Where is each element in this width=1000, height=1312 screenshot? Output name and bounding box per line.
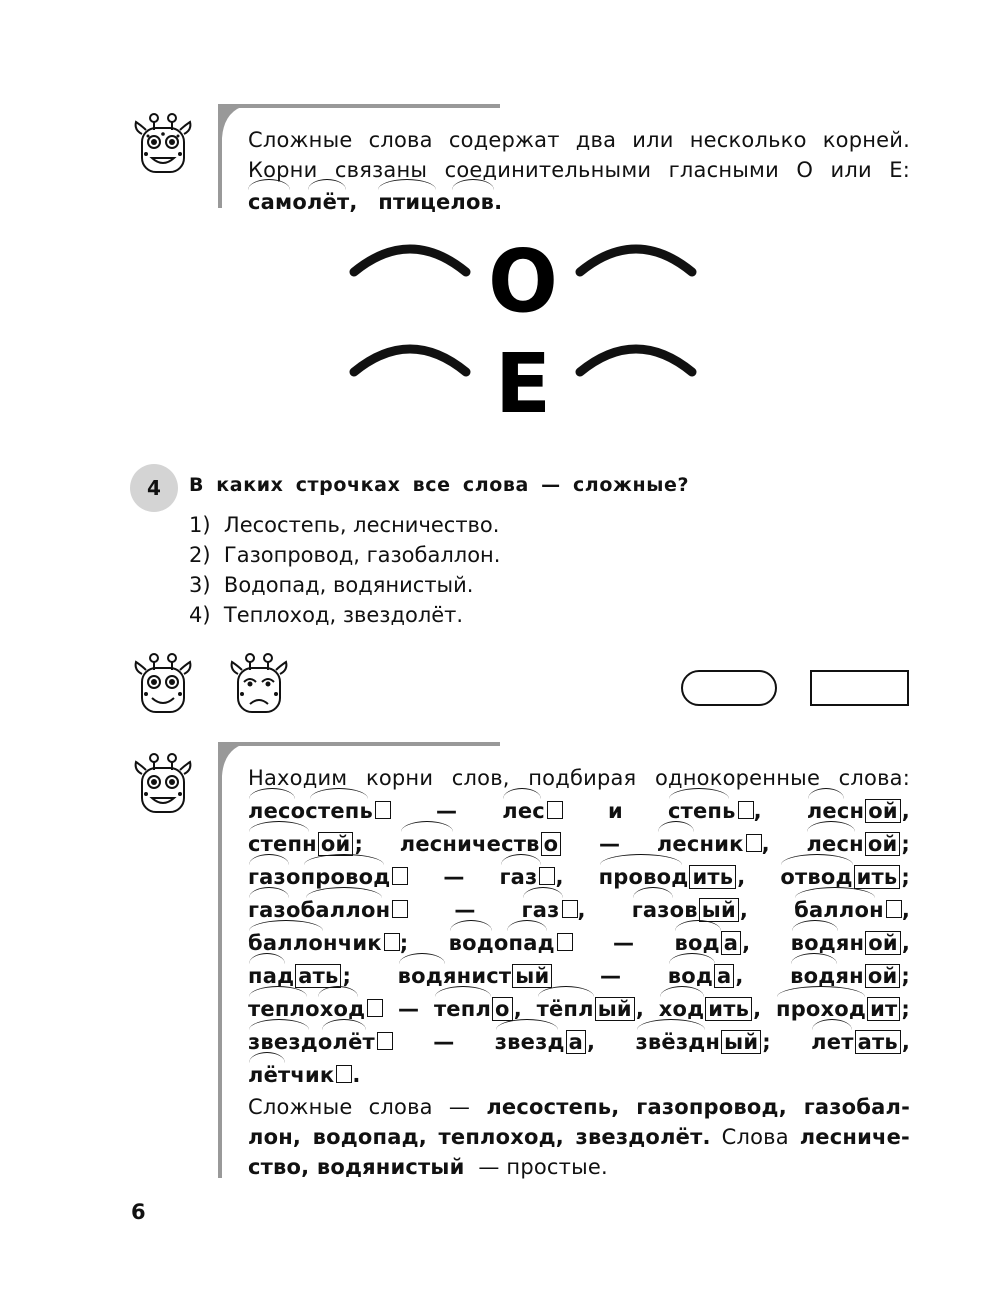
giraffe-happy-icon — [130, 752, 196, 816]
answer-option-1[interactable]: 1) Лесостепь, лесничество. — [189, 513, 500, 537]
example-ptitselov: птицелов. — [378, 187, 502, 217]
task-question: В каких строчках все слова — сложные? — [189, 474, 690, 496]
conclusion-line-1: Сложные слова — лесостепь, газопровод, газобал- — [248, 1095, 910, 1119]
solution-line-2: степн ой ; лесничеств о — лесник , лесн ой ; — [248, 826, 910, 859]
answer-option-4[interactable]: 4) Теплоход, звездолёт. — [189, 603, 464, 627]
solution-line-3: газопровод — газ , провод ить , отвод ить ; — [248, 859, 910, 892]
solution-line-5: баллончик ; водопад — вод а , водян ой , — [248, 925, 910, 958]
solution-text — [248, 763, 910, 1182]
solution-line-7: теплоход — тепл о , тёпл ый , ход ить , проход ит ; — [248, 991, 910, 1024]
solution-line-6: пад ать ; водянист ый — вод а , водян ой ; — [248, 958, 910, 991]
example-samolet: самолёт, — [248, 187, 358, 217]
giraffe-sad-icon[interactable] — [226, 652, 292, 716]
answer-option-2[interactable]: 2) Газопровод, газобаллон. — [189, 543, 501, 567]
rule-text — [248, 125, 910, 217]
rule-line-2: Корни связаны соединительными гласными О или Е: — [248, 158, 910, 182]
answer-rect-field[interactable] — [810, 670, 909, 706]
root-arc-right-1 — [580, 249, 692, 272]
answer-options — [189, 510, 500, 630]
solution-line-9: лётчик . — [248, 1057, 910, 1090]
vowel-e: Е — [494, 337, 552, 426]
vowel-o: О — [488, 236, 558, 333]
giraffe-happy-icon — [130, 112, 196, 176]
root-arc-left-2 — [354, 349, 466, 372]
connecting-vowels-graphic — [348, 236, 698, 426]
solution-line-1: лесостепь — лес и степь , лесн ой , — [248, 793, 910, 826]
answer-option-3[interactable]: 3) Водопад, водянистый. — [189, 573, 474, 597]
root-arc-left-1 — [354, 249, 466, 272]
solution-line-4: газобаллон — газ , газов ый , баллон , — [248, 892, 910, 925]
giraffe-happy-icon[interactable] — [130, 652, 196, 716]
solution-line-8: звездолёт — звезд а , звёздн ый ; лет ать , — [248, 1024, 910, 1057]
solution-intro: Находим корни слов, подбирая однокоренные слова: — [248, 766, 910, 790]
answer-oval-field[interactable] — [681, 670, 777, 706]
conclusion-line-2: лон, водопад, теплоход, звездолёт. Слова лесниче- — [248, 1125, 910, 1149]
task-number-badge: 4 — [130, 464, 178, 512]
root-arc-right-2 — [580, 349, 692, 372]
rule-line-1: Сложные слова содержат два или несколько корней. — [248, 128, 910, 152]
conclusion-line-3: ство, водянистый — простые. — [248, 1155, 608, 1179]
page-number: 6 — [131, 1200, 146, 1224]
